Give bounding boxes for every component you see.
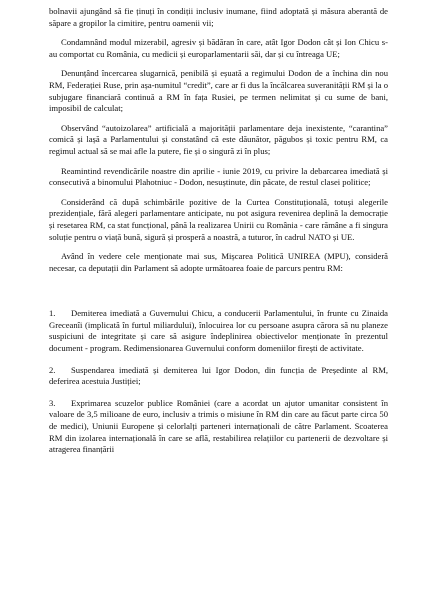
- paragraph-condamnand: Condamnând modul mizerabil, agresiv și bădăran în care, atât Igor Dodon cât și Ion Chicu s-au comportat cu România, cu medicii și europarlamentarii săi, dar și cu întreaga UE;: [49, 37, 388, 59]
- paragraph-intro-continuation: bolnavii ajungând să fie ținuți în condiții inclusiv inumane, fiind adoptată și măsura aberantă de săpare a gropilor la cimitire, pentru oamenii vii;: [49, 6, 388, 28]
- list-item-number: 1.: [49, 308, 56, 319]
- list-item-number: 3.: [49, 397, 56, 408]
- section-gap: [49, 282, 388, 308]
- paragraph-reamintind: Reamintind revendicările noastre din aprilie - iunie 2019, cu privire la debarcarea imediată și consecutivă a binomului Plahotniuc - Dodon, nesuștinute, din păcate, de restul clasei politice;: [49, 165, 388, 188]
- list-item-text: Demiterea imediată a Guvernului Chicu, a conducerii Parlamentului, în frunte cu Zinaida Greceanîi (implicată în furtul miliardului), înlocuirea lor cu persoane asupra cărora să nu planeze suspiciuni de integritate și care să asigure îndeplinirea obiectivelor menționate în prezentul document - program. Redimensionarea Guvernului conform domeniilor firești de activitate.: [49, 308, 388, 354]
- paragraph-denuntand: Denunțând încercarea slugarnică, penibilă și eșuată a regimului Dodon de a închina din nou RM, Federației Ruse, prin așa-numitul “credit”, care ar fi dus la încălcarea suveranității RM și la o subjugare financiară continuă a RM în fața Rusiei, pe termen nelimitat și cu sume de bani, imposibil de calculat;: [49, 68, 388, 114]
- list-item: [49, 365, 388, 388]
- list-item-text: Exprimarea scuzelor publice României (care a acordat un ajutor umanitar consistent în valoare de 3,5 milioane de euro, inclusiv a trimis o misiune în RM din care au făcut parte circa 50 de medici), Uniunii Europene și celorlalți parteneri internaționali de către Parlament. Scoaterea RM din izolarea internațională în care se află, restabilirea relațiilor cu partenerii de dezvoltare și atragerea finanțării: [49, 397, 388, 455]
- list-item-number: 2.: [49, 364, 56, 375]
- list-item: [49, 398, 388, 456]
- paragraph-observand: Observând “autoizolarea” artificială a majorității parlamentare deja inexistente, “carantina” comică și lașă a Parlamentului și constatând că este dăunător, păgubos și toxic pentru RM, ca regimul actual să se mai afle la putere, fie și o singură zi în plus;: [49, 122, 388, 156]
- list-item-text: Suspendarea imediată și demiterea lui Igor Dodon, din funcția de Președinte al RM, deferirea acestuia Justiției;: [49, 364, 388, 387]
- list-item: [49, 308, 388, 354]
- paragraph-avand-in-vedere: Având în vedere cele menționate mai sus, Mișcarea Politică UNIREA (MPU), consideră necesar, ca deputații din Parlament să adopte următoarea foaie de parcurs pentru RM:: [49, 251, 388, 273]
- paragraph-considerand: Considerând că după schimbările pozitive de la Curtea Constituțională, totuși alegerile prezidențiale, fără alegeri parlamentare anticipate, nu pot asigura revenirea deplină la democrație și resetarea RM, ca stat funcțional, până la realizarea Unirii cu România - care rămâne a fi singura soluție pentru o viață bună, sigură și prosperă a noastră, a tuturor, în cadrul NATO și UE.: [49, 196, 388, 242]
